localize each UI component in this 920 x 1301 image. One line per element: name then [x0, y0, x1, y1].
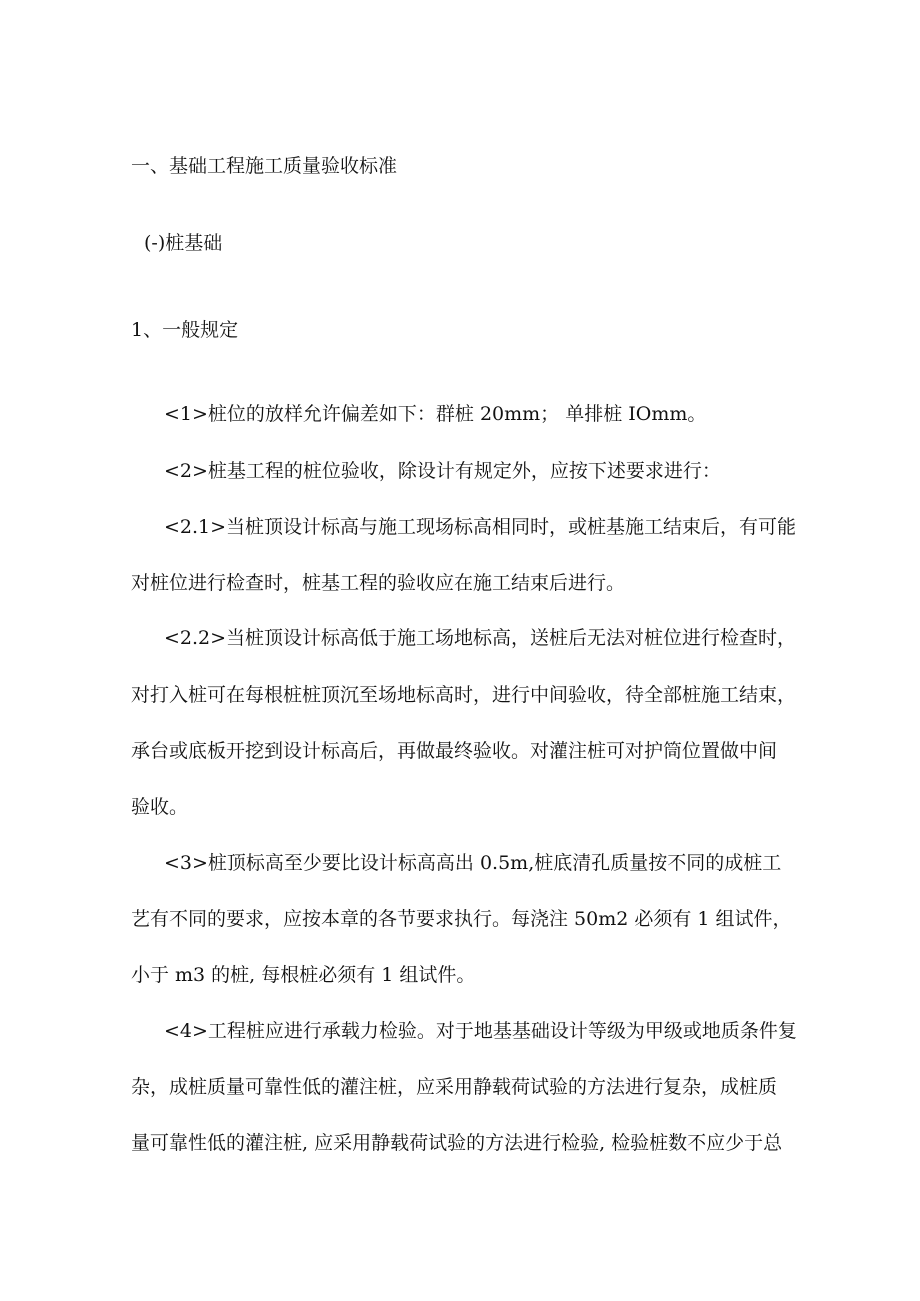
- paragraph-line: <2.2>当桩顶设计标高低于施工场地标高，送桩后无法对桩位进行检查时，: [164, 627, 797, 649]
- subsection-heading: (-)桩基础: [144, 232, 223, 254]
- paragraph-line: <2>桩基工程的桩位验收，除设计有规定外，应按下述要求进行：: [164, 460, 721, 482]
- section-heading: 一、基础工程施工质量验收标准: [131, 155, 398, 177]
- paragraph-line: 验收。: [131, 796, 189, 818]
- paragraph-line: 承台或底板开挖到设计标高后，再做最终验收。对灌注桩可对护筒位置做中间: [131, 740, 778, 762]
- clause-heading: 1、一般规定: [131, 319, 239, 341]
- paragraph-line: 对桩位进行检查时，桩基工程的验收应在施工结束后进行。: [131, 572, 626, 594]
- paragraph-line: <4>工程桩应进行承载力检验。对于地基基础设计等级为甲级或地质条件复: [164, 1020, 797, 1042]
- paragraph-line: 艺有不同的要求，应按本章的各节要求执行。每浇注 50m2 必须有 1 组试件，: [131, 908, 792, 930]
- paragraph-line: <2.1>当桩顶设计标高与施工现场标高相同时，或桩基施工结束后，有可能: [164, 516, 797, 538]
- paragraph-line: 对打入桩可在每根桩桩顶沉至场地标高时，进行中间验收，待全部桩施工结束，: [131, 684, 797, 706]
- paragraph-line: 杂，成桩质量可靠性低的灌注桩，应采用静载荷试验的方法进行复杂，成桩质: [131, 1076, 778, 1098]
- paragraph-line: 量可靠性低的灌注桩, 应采用静载荷试验的方法进行检验, 检验桩数不应少于总: [131, 1132, 783, 1154]
- paragraph-line: <3>桩顶标高至少要比设计标高高出 0.5m,桩底清孔质量按不同的成桩工: [164, 852, 782, 874]
- paragraph-line: 小于 m3 的桩, 每根桩必须有 1 组试件。: [131, 964, 476, 986]
- paragraph-line: <1>桩位的放样允许偏差如下：群桩 20mm； 单排桩 IOmm。: [164, 403, 707, 425]
